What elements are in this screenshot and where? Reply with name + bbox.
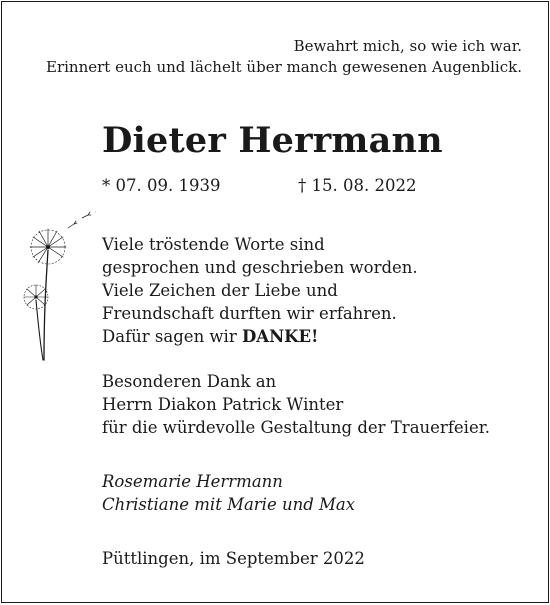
special-line-3: für die würdevolle Gestaltung der Trauerfeier. [102, 418, 491, 437]
signer-2: Christiane mit Marie und Max [102, 495, 356, 514]
birth-date: * 07. 09. 1939 [102, 176, 221, 195]
special-thanks [102, 370, 490, 439]
thanks-prefix: Dafür sagen wir [102, 327, 242, 346]
signers [102, 470, 355, 516]
death-date: † 15. 08. 2022 [298, 176, 417, 195]
motto-line-2: Erinnert euch und lächelt über manch gewesenen Augenblick. [46, 58, 522, 76]
signer-1: Rosemarie Herrmann [102, 472, 283, 491]
obituary-card [1, 1, 549, 603]
thanks-line-2: gesprochen und geschrieben worden. [102, 258, 418, 277]
thanks-line-5 [102, 325, 418, 348]
thanks-line-1: Viele tröstende Worte sind [102, 235, 325, 254]
special-line-1: Besonderen Dank an [102, 372, 277, 391]
danke-emphasis: DANKE! [241, 327, 319, 346]
motto-line-1: Bewahrt mich, so wie ich war. [293, 37, 522, 55]
motto [46, 36, 522, 78]
special-line-2: Herrn Diakon Patrick Winter [102, 395, 344, 414]
thanks-text [102, 233, 418, 348]
thanks-line-3: Viele Zeichen der Liebe und [102, 281, 338, 300]
dandelion-icon [16, 192, 96, 367]
thanks-line-4: Freundschaft durften wir erfahren. [102, 304, 397, 323]
deceased-name: Dieter Herrmann [102, 120, 443, 161]
place-date: Püttlingen, im September 2022 [102, 549, 365, 568]
